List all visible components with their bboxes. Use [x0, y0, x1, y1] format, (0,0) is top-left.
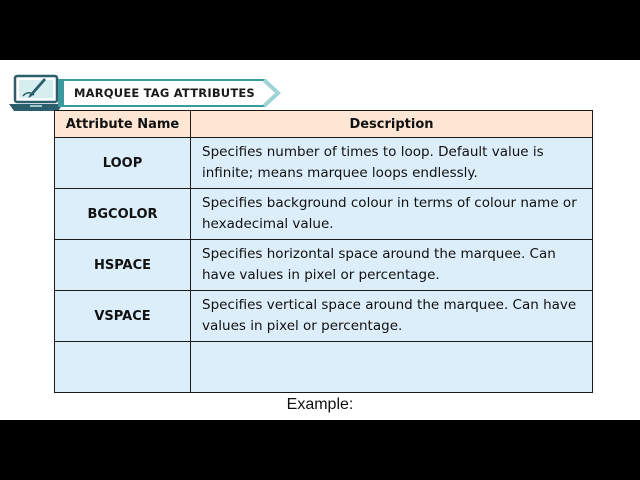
column-header-description: Description [191, 111, 593, 138]
attributes-table [54, 110, 593, 393]
description-cell: Specifies vertical space around the marquee. Can have values in pixel or percentage. [191, 291, 593, 342]
attribute-name-cell: HSPACE [55, 240, 191, 291]
section-banner [0, 68, 290, 104]
attribute-name-cell: BGCOLOR [55, 189, 191, 240]
attribute-name-cell: LOOP [55, 138, 191, 189]
banner-title-bar [58, 80, 276, 106]
description-cell [191, 342, 593, 393]
slide [0, 60, 640, 420]
table-row [55, 189, 593, 240]
description-cell: Specifies number of times to loop. Default value is infinite; means marquee loops endlessly. [191, 138, 593, 189]
laptop-pen-icon [8, 74, 64, 114]
table-row [55, 138, 593, 189]
attribute-name-cell [55, 342, 191, 393]
attribute-name-cell: VSPACE [55, 291, 191, 342]
example-label: Example: [286, 396, 354, 413]
table-row [55, 240, 593, 291]
table-header-row [55, 111, 593, 138]
table-row-empty [55, 342, 593, 393]
page-title: MARQUEE TAG ATTRIBUTES [74, 86, 255, 100]
description-cell: Specifies background colour in terms of colour name or hexadecimal value. [191, 189, 593, 240]
column-header-attribute-name: Attribute Name [55, 111, 191, 138]
description-cell: Specifies horizontal space around the marquee. Can have values in pixel or percentage. [191, 240, 593, 291]
table-row [55, 291, 593, 342]
